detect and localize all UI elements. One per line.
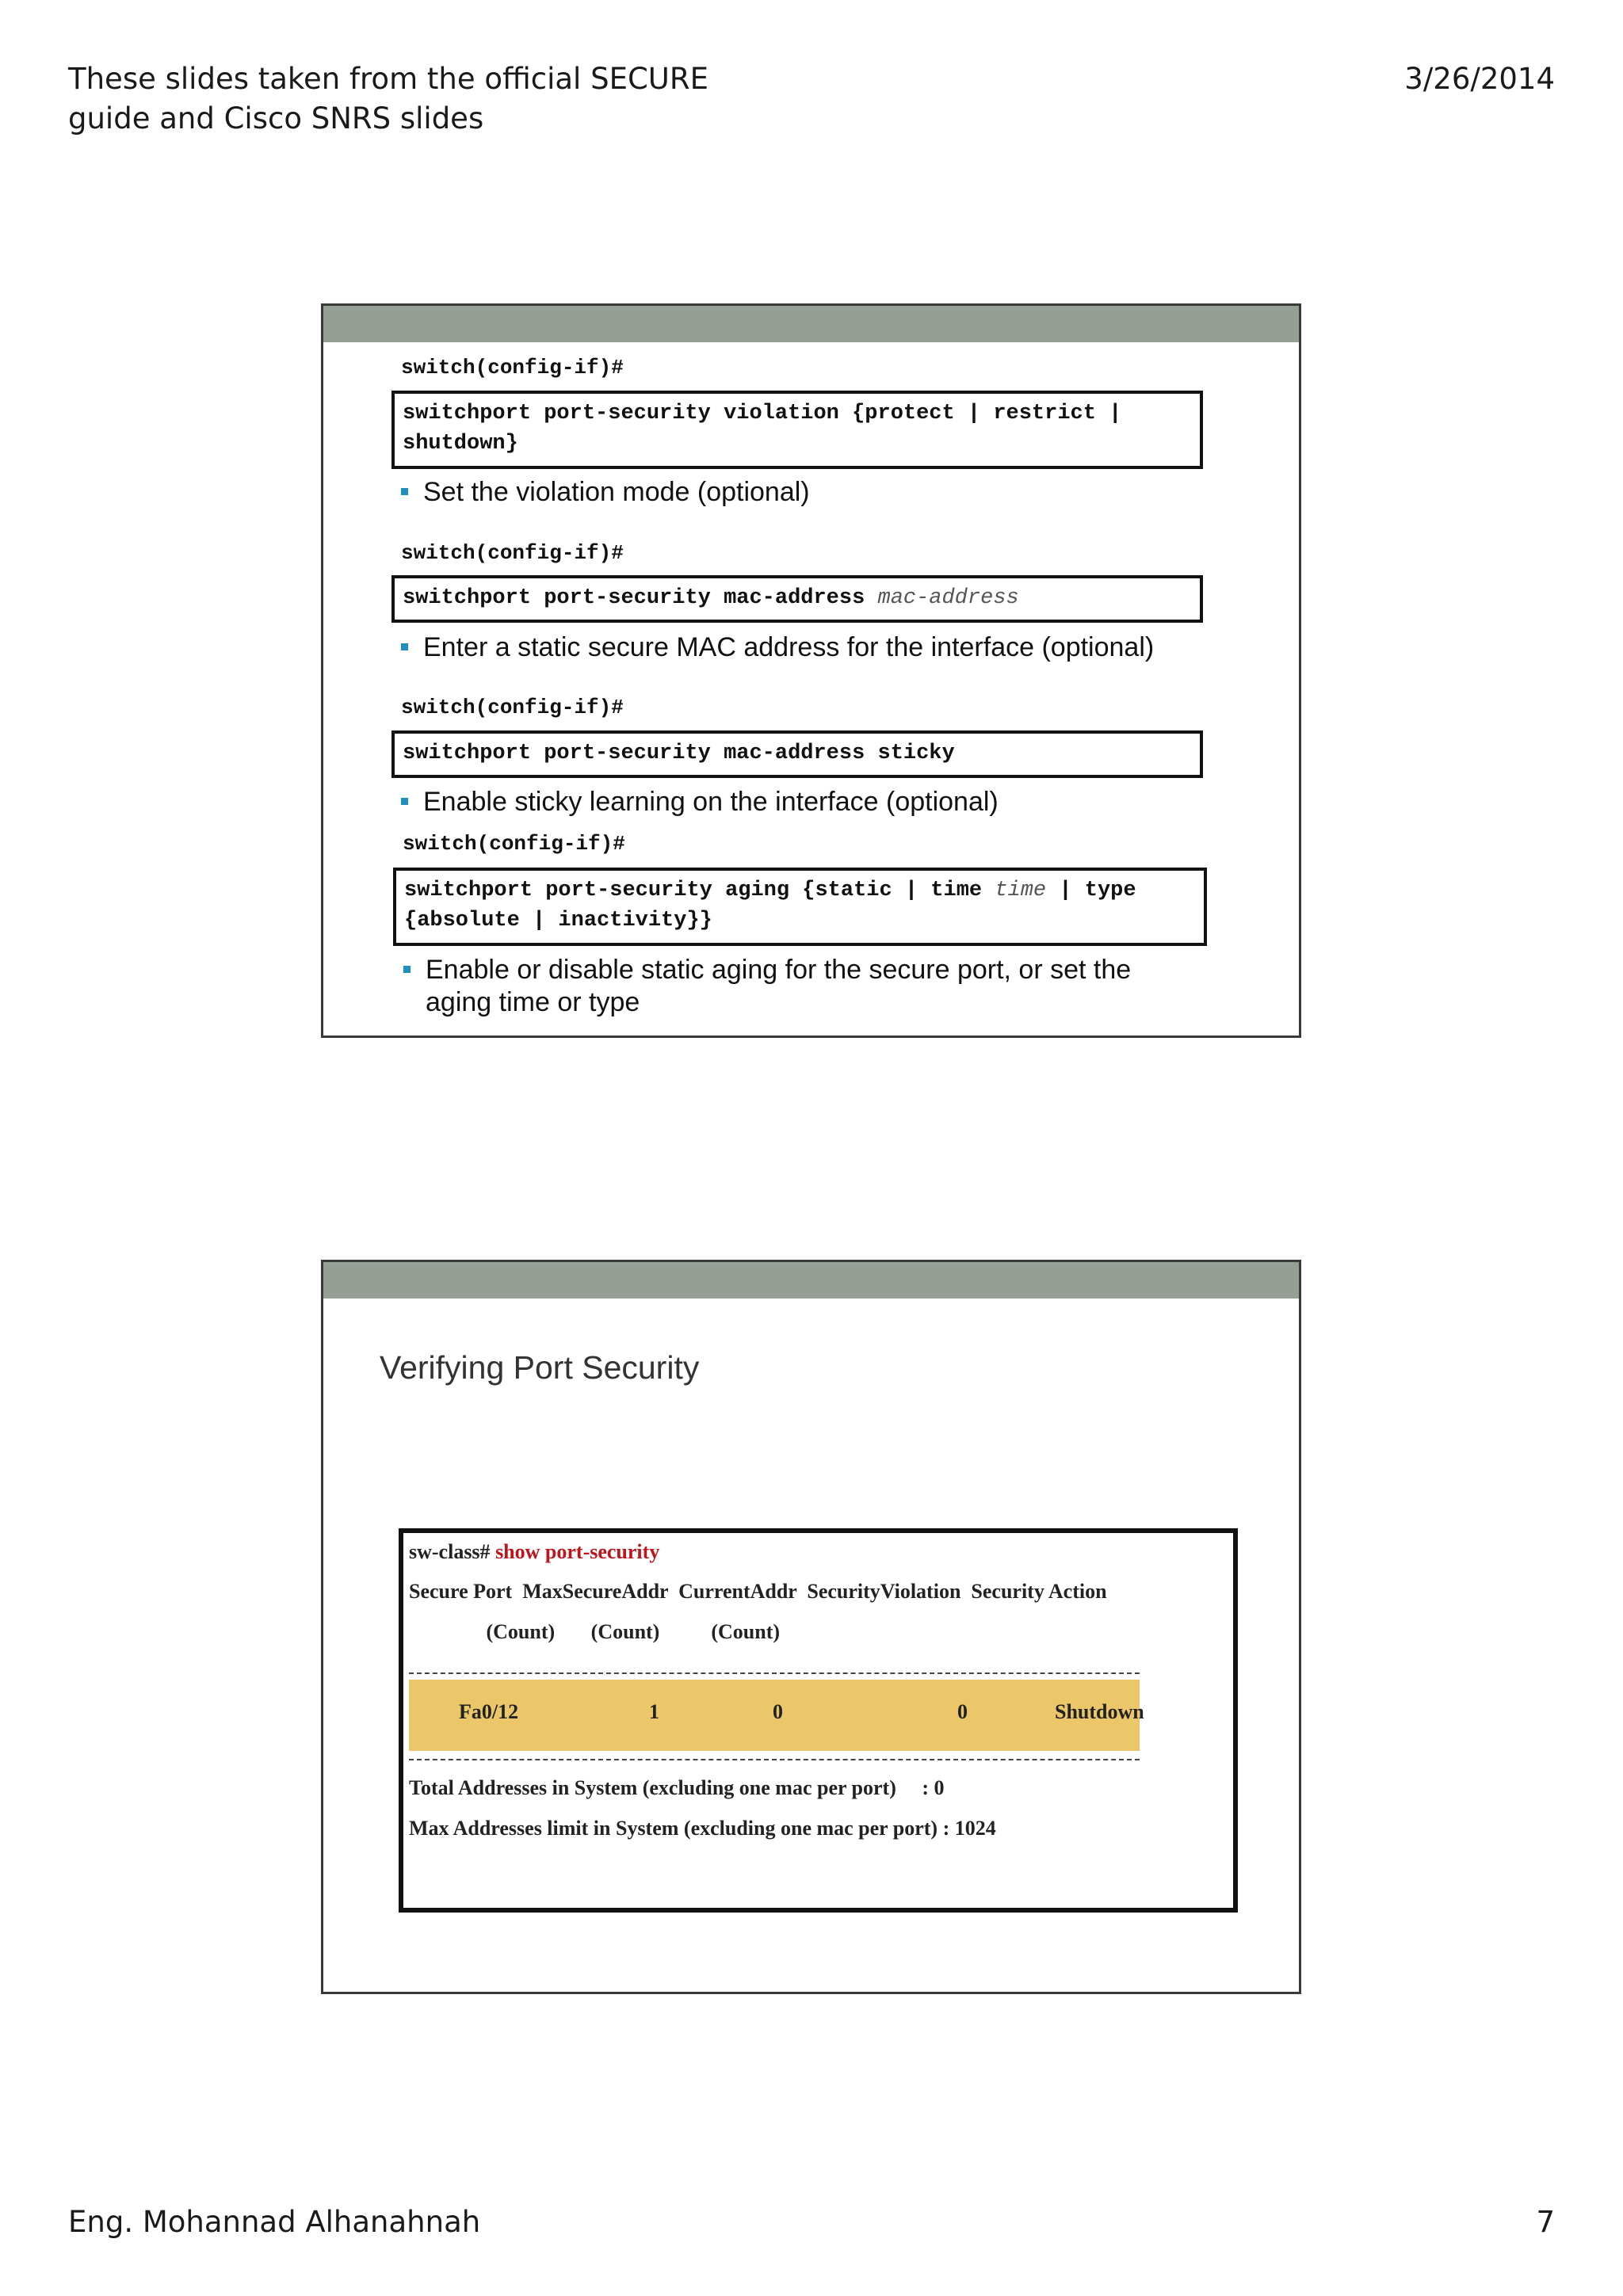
slide-title: Verifying Port Security bbox=[380, 1349, 700, 1386]
slide-verifying-port-security bbox=[321, 1260, 1301, 1994]
bullet-sticky bbox=[401, 786, 999, 818]
bullet-text: Enter a static secure MAC address for the interface (optional) bbox=[423, 632, 1155, 662]
config-prompt: switch(config-if)# bbox=[401, 696, 624, 719]
table-divider bbox=[409, 1759, 1140, 1760]
terminal-prompt: sw-class# bbox=[409, 1540, 491, 1563]
slide-title-bar bbox=[323, 306, 1299, 342]
terminal-command: show port-security bbox=[495, 1540, 660, 1563]
config-prompt: switch(config-if)# bbox=[401, 541, 624, 565]
bullet-square-icon bbox=[403, 966, 411, 973]
command-box-sticky bbox=[391, 730, 1203, 778]
table-header-units: (Count) (Count) (Count) bbox=[409, 1620, 781, 1643]
command-text: switchport port-security mac-address bbox=[403, 586, 865, 610]
bullet-square-icon bbox=[401, 798, 408, 805]
header-title: These slides taken from the official SECURE guide and Cisco SNRS slides bbox=[68, 62, 708, 135]
bullet-text: Enable or disable static aging for the secure port, or set the aging time or type bbox=[426, 955, 1132, 1017]
command-text: switchport port-security aging {static | time bbox=[404, 879, 983, 902]
total-addresses-line: Total Addresses in System (excluding one mac per port) : 0 bbox=[409, 1776, 945, 1799]
slide-title-bar bbox=[323, 1262, 1299, 1299]
row-current-addr: 0 bbox=[773, 1700, 783, 1723]
page-number: 7 bbox=[1536, 2205, 1555, 2239]
slide-port-security-commands bbox=[321, 303, 1301, 1038]
command-box-mac-address bbox=[391, 575, 1203, 623]
bullet-violation bbox=[401, 476, 810, 509]
config-prompt: switch(config-if)# bbox=[401, 356, 624, 379]
max-addresses-line: Max Addresses limit in System (excluding one mac per port) : 1024 bbox=[409, 1817, 996, 1840]
table-divider bbox=[409, 1672, 1140, 1674]
row-max-secure-addr: 1 bbox=[649, 1700, 659, 1723]
command-argument: mac-address bbox=[877, 586, 1019, 610]
bullet-square-icon bbox=[401, 643, 408, 650]
command-argument: time bbox=[995, 879, 1047, 902]
terminal-output bbox=[399, 1528, 1238, 1913]
terminal-command-line bbox=[409, 1539, 659, 1565]
command-text: switchport port-security violation {protect | restrict | shutdown} bbox=[403, 402, 1135, 456]
row-secure-port: Fa0/12 bbox=[459, 1700, 519, 1723]
bullet-square-icon bbox=[401, 488, 408, 495]
bullet-aging bbox=[403, 954, 1202, 1019]
table-header: Secure Port MaxSecureAddr CurrentAddr SecurityViolation Security Action bbox=[409, 1580, 1107, 1603]
command-text: switchport port-security mac-address sticky bbox=[403, 742, 955, 765]
command-box-aging bbox=[393, 868, 1207, 946]
footer-author: Eng. Mohannad Alhanahnah bbox=[68, 2205, 481, 2239]
command-box-violation bbox=[391, 391, 1203, 469]
row-security-violation: 0 bbox=[957, 1700, 968, 1723]
bullet-text: Enable sticky learning on the interface (optional) bbox=[423, 787, 999, 817]
config-prompt: switch(config-if)# bbox=[403, 832, 625, 856]
header-date: 3/26/2014 bbox=[1404, 62, 1555, 96]
bullet-mac-address bbox=[401, 631, 1154, 664]
bullet-text: Set the violation mode (optional) bbox=[423, 477, 810, 507]
command-text: | type {absolute | inactivity}} bbox=[404, 879, 1149, 933]
row-security-action: Shutdown bbox=[1055, 1700, 1144, 1723]
